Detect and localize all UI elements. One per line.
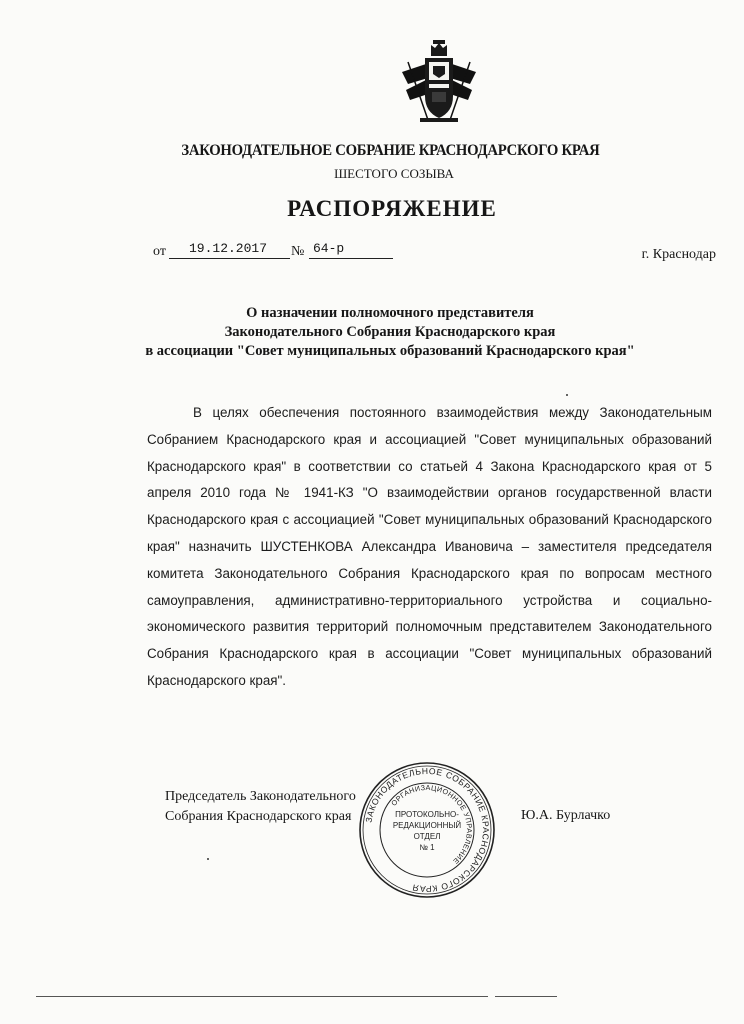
footer-divider-line-short <box>495 996 557 997</box>
signatory-title <box>165 787 356 827</box>
scan-speck <box>207 858 209 860</box>
organization-title: ЗАКОНОДАТЕЛЬНОЕ СОБРАНИЕ КРАСНОДАРСКОГО КРАЯ <box>181 142 600 159</box>
stamp-center-line-2: РЕДАКЦИОННЫЙ <box>392 821 462 830</box>
date-label: от <box>153 244 166 259</box>
stamp-center-line-4: № 1 <box>419 843 435 852</box>
subject-line-1: О назначении полномочного представителя <box>246 305 534 321</box>
document-number: 64-р <box>313 241 345 256</box>
document-meta-line <box>153 241 713 263</box>
number-underline <box>309 258 393 259</box>
signatory-title-line-1: Председатель Законодательного <box>165 789 356 804</box>
number-label: № <box>291 244 305 259</box>
signatory-name: Ю.А. Бурлачко <box>521 808 611 823</box>
stamp-inner-ring-text: ОРГАНИЗАЦИОННОЕ УПРАВЛЕНИЕ <box>389 782 475 867</box>
stamp-outer-text: ЗАКОНОДАТЕЛЬНОЕ СОБРАНИЕ КРАСНОДАРСКОГО КРАЯ <box>363 765 492 895</box>
stamp-center-line-3: ОТДЕЛ <box>413 832 441 841</box>
document-date: 19.12.2017 <box>189 241 268 256</box>
document-subject <box>0 304 744 361</box>
subject-line-3: в ассоциации "Совет муниципальных образований Краснодарского края" <box>145 343 635 359</box>
stamp-center-line-1: ПРОТОКОЛЬНО- <box>395 810 459 819</box>
coat-of-arms-emblem <box>398 38 480 126</box>
official-stamp <box>357 760 497 900</box>
signatory-title-line-2: Собрания Краснодарского края <box>165 809 352 824</box>
convocation-label: ШЕСТОГО СОЗЫВА <box>334 166 454 181</box>
footer-divider-line <box>36 996 488 997</box>
scan-speck <box>566 394 568 396</box>
body-paragraph: В целях обеспечения постоянного взаимодействия между Законодательным Собранием Краснодарского края и ассоциацией "Совет муниципальных образований Краснодарского края" в соответствии со статьей 4 Закона Краснодарского края от 5 апреля 2010 года № 1941-КЗ "О взаимодействии органов государственной власти Краснодарского края с ассоциацией "Совет муниципальных образований Краснодарского края" назначить ШУСТЕНКОВА Александра Ивановича – заместителя председателя комитета Законодательного Собрания Краснодарского края по вопросам местного самоуправления, административно-территориального устройства и социально-экономического развития территорий полномочным представителем Законодательного Собрания Краснодарского края в ассоциации "Совет муниципальных образований Краснодарского края". <box>147 405 712 688</box>
subject-line-2: Законодательного Собрания Краснодарского края <box>224 324 556 340</box>
document-type-heading: РАСПОРЯЖЕНИЕ <box>287 196 497 221</box>
city-label: г. Краснодар <box>641 247 716 262</box>
date-underline <box>169 258 290 259</box>
